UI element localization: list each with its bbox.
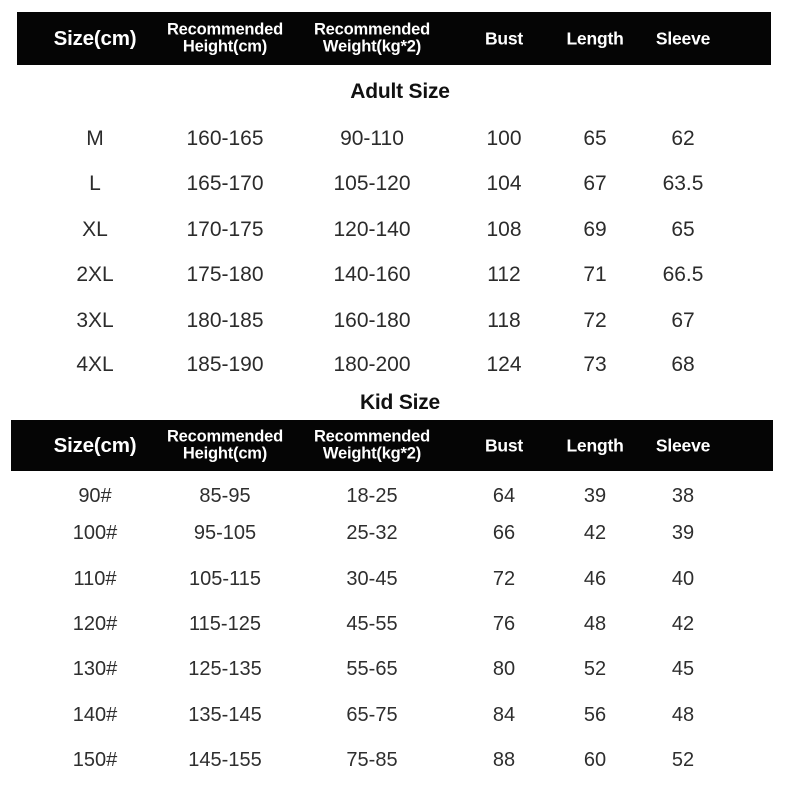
table-row — [0, 700, 800, 730]
table-row — [0, 350, 800, 380]
column-header-length: Length — [566, 435, 624, 456]
cell-sleeve: 45 — [671, 658, 695, 680]
cell-recommended-height: 145-155 — [188, 749, 262, 771]
cell-bust: 100 — [486, 127, 522, 150]
cell-recommended-weight: 18-25 — [346, 485, 398, 507]
table-row — [0, 745, 800, 775]
cell-recommended-weight: 45-55 — [346, 613, 398, 635]
cell-length: 46 — [583, 568, 607, 590]
column-header-sleeve: Sleeve — [655, 28, 711, 49]
cell-recommended-weight: 75-85 — [346, 749, 398, 771]
cell-sleeve: 42 — [671, 613, 695, 635]
cell-recommended-weight: 90-110 — [340, 127, 404, 150]
cell-length: 65 — [583, 127, 607, 150]
cell-recommended-weight: 55-65 — [346, 658, 398, 680]
cell-bust: 80 — [492, 658, 516, 680]
table-row — [0, 518, 800, 548]
cell-bust: 104 — [486, 172, 522, 195]
table-row — [0, 260, 800, 290]
cell-length: 73 — [583, 353, 607, 376]
cell-length: 52 — [583, 658, 607, 680]
table-row — [0, 215, 800, 245]
cell-bust: 72 — [492, 568, 516, 590]
table-row — [0, 169, 800, 199]
cell-sleeve: 68 — [671, 353, 695, 376]
cell-recommended-weight: 180-200 — [333, 353, 411, 376]
column-header-bust: Bust — [484, 435, 524, 456]
cell-size: 90# — [78, 485, 112, 507]
table-row — [0, 124, 800, 154]
column-header-size: Size(cm) — [53, 26, 137, 50]
cell-bust: 88 — [492, 749, 516, 771]
cell-length: 71 — [583, 263, 607, 286]
cell-bust: 124 — [486, 353, 522, 376]
cell-length: 69 — [583, 218, 607, 241]
cell-bust: 66 — [492, 522, 516, 544]
cell-size: M — [86, 127, 104, 150]
cell-recommended-weight: 25-32 — [346, 522, 398, 544]
cell-recommended-weight: 30-45 — [346, 568, 398, 590]
cell-sleeve: 48 — [671, 704, 695, 726]
cell-recommended-height: 105-115 — [189, 568, 261, 590]
kid-table-header-row — [11, 420, 773, 471]
cell-length: 48 — [583, 613, 607, 635]
cell-recommended-height: 160-165 — [186, 127, 264, 150]
cell-recommended-height: 185-190 — [186, 353, 264, 376]
cell-sleeve: 67 — [671, 309, 695, 332]
cell-size: 120# — [72, 613, 118, 635]
table-row — [0, 609, 800, 639]
cell-sleeve: 66.5 — [662, 263, 704, 286]
cell-recommended-weight: 160-180 — [333, 309, 411, 332]
cell-recommended-weight: 120-140 — [333, 218, 411, 241]
cell-recommended-weight: 140-160 — [333, 263, 411, 286]
column-header-length: Length — [566, 28, 624, 49]
cell-recommended-weight: 65-75 — [346, 704, 398, 726]
cell-recommended-height: 125-135 — [188, 658, 262, 680]
cell-size: 4XL — [76, 353, 114, 376]
cell-bust: 76 — [492, 613, 516, 635]
cell-bust: 112 — [487, 263, 521, 286]
cell-recommended-height: 180-185 — [186, 309, 264, 332]
cell-bust: 84 — [492, 704, 516, 726]
cell-recommended-height: 170-175 — [186, 218, 264, 241]
cell-length: 56 — [583, 704, 607, 726]
cell-recommended-height: 85-95 — [199, 485, 251, 507]
adult-size-title: Adult Size — [350, 80, 450, 103]
column-header-recommended-height: Recommended Height(cm) — [166, 427, 284, 463]
cell-size: 3XL — [76, 309, 114, 332]
cell-sleeve: 38 — [671, 485, 695, 507]
table-row — [0, 654, 800, 684]
column-header-size: Size(cm) — [53, 433, 137, 457]
table-row — [0, 564, 800, 594]
column-header-recommended-weight: Recommended Weight(kg*2) — [313, 20, 431, 56]
cell-bust: 64 — [492, 485, 516, 507]
cell-size: 100# — [72, 522, 118, 544]
cell-recommended-height: 115-125 — [189, 613, 261, 635]
cell-sleeve: 39 — [671, 522, 695, 544]
cell-sleeve: 40 — [671, 568, 695, 590]
cell-bust: 108 — [486, 218, 522, 241]
column-header-sleeve: Sleeve — [655, 435, 711, 456]
table-row — [0, 306, 800, 336]
cell-size: 2XL — [76, 263, 114, 286]
cell-sleeve: 52 — [671, 749, 695, 771]
cell-length: 67 — [583, 172, 607, 195]
cell-bust: 118 — [487, 309, 521, 332]
column-header-recommended-weight: Recommended Weight(kg*2) — [313, 427, 431, 463]
cell-size: XL — [82, 218, 108, 241]
cell-length: 42 — [583, 522, 607, 544]
kid-size-title: Kid Size — [359, 391, 441, 414]
cell-recommended-height: 95-105 — [193, 522, 257, 544]
cell-size: L — [89, 172, 101, 195]
cell-recommended-weight: 105-120 — [333, 172, 411, 195]
cell-recommended-height: 165-170 — [186, 172, 264, 195]
cell-size: 140# — [72, 704, 118, 726]
cell-size: 150# — [72, 749, 118, 771]
cell-recommended-height: 135-145 — [188, 704, 262, 726]
cell-length: 72 — [583, 309, 607, 332]
cell-length: 60 — [583, 749, 607, 771]
column-header-recommended-height: Recommended Height(cm) — [166, 20, 284, 56]
table-row — [0, 481, 800, 511]
column-header-bust: Bust — [484, 28, 524, 49]
cell-recommended-height: 175-180 — [186, 263, 264, 286]
cell-size: 130# — [72, 658, 118, 680]
adult-table-header-row — [17, 12, 771, 65]
cell-size: 110# — [73, 568, 117, 590]
cell-sleeve: 63.5 — [662, 172, 704, 195]
cell-sleeve: 65 — [671, 218, 695, 241]
cell-sleeve: 62 — [671, 127, 695, 150]
cell-length: 39 — [583, 485, 607, 507]
